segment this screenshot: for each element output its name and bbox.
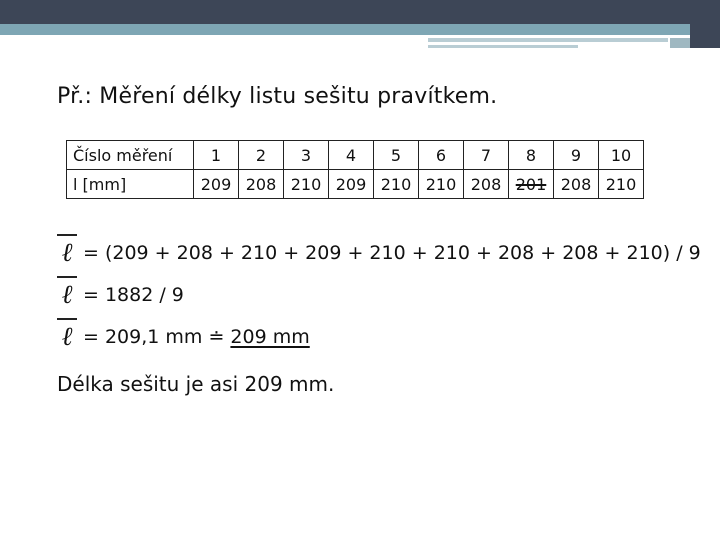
- equation-result: 209 mm: [230, 326, 310, 348]
- mean-length-symbol: ℓ: [57, 240, 77, 266]
- measurement-table: [66, 140, 644, 199]
- table-cell: 208: [464, 170, 509, 199]
- table-cell: 10: [599, 141, 644, 170]
- slide-title: Př.: Měření délky listu sešitu pravítkem.: [57, 84, 498, 109]
- equation-text: = 1882 / 9: [83, 284, 184, 306]
- equation-line-1: [57, 240, 701, 266]
- table-row: [67, 170, 644, 199]
- table-cell: 9: [554, 141, 599, 170]
- equation-text: = (209 + 208 + 210 + 209 + 210 + 210 + 208 + 208 + 210) / 9: [83, 242, 701, 264]
- table-cell: 6: [419, 141, 464, 170]
- table-cell: 210: [284, 170, 329, 199]
- table-cell: 1: [194, 141, 239, 170]
- table-cell: 5: [374, 141, 419, 170]
- table-cell: 208: [239, 170, 284, 199]
- table-cell: 209: [194, 170, 239, 199]
- table-cell: 210: [374, 170, 419, 199]
- equation-line-2: [57, 282, 184, 308]
- header-decor-line: [428, 45, 578, 48]
- table-cell: 210: [419, 170, 464, 199]
- table-cell: 4: [329, 141, 374, 170]
- struck-out-value: 201: [515, 174, 547, 194]
- table-cell: 2: [239, 141, 284, 170]
- equation-line-3: [57, 324, 310, 350]
- table-cell: 3: [284, 141, 329, 170]
- mean-length-symbol: ℓ: [57, 324, 77, 350]
- table-cell-excluded: [509, 170, 554, 199]
- row-label-length: l [mm]: [67, 170, 194, 199]
- equation-text: = 209,1 mm ≐: [83, 326, 225, 348]
- table-cell: 8: [509, 141, 554, 170]
- header-decor-block: [670, 38, 690, 48]
- header-bar-corner: [690, 0, 720, 48]
- table-cell: 208: [554, 170, 599, 199]
- conclusion-text: Délka sešitu je asi 209 mm.: [57, 372, 335, 396]
- table-cell: 209: [329, 170, 374, 199]
- mean-length-symbol: ℓ: [57, 282, 77, 308]
- table-row: [67, 141, 644, 170]
- header-bar: [0, 0, 720, 24]
- table-cell: 210: [599, 170, 644, 199]
- header-decor-line: [428, 38, 668, 42]
- table-cell: 7: [464, 141, 509, 170]
- header-accent-bar: [0, 24, 690, 35]
- row-label-measurement-number: Číslo měření: [67, 141, 194, 170]
